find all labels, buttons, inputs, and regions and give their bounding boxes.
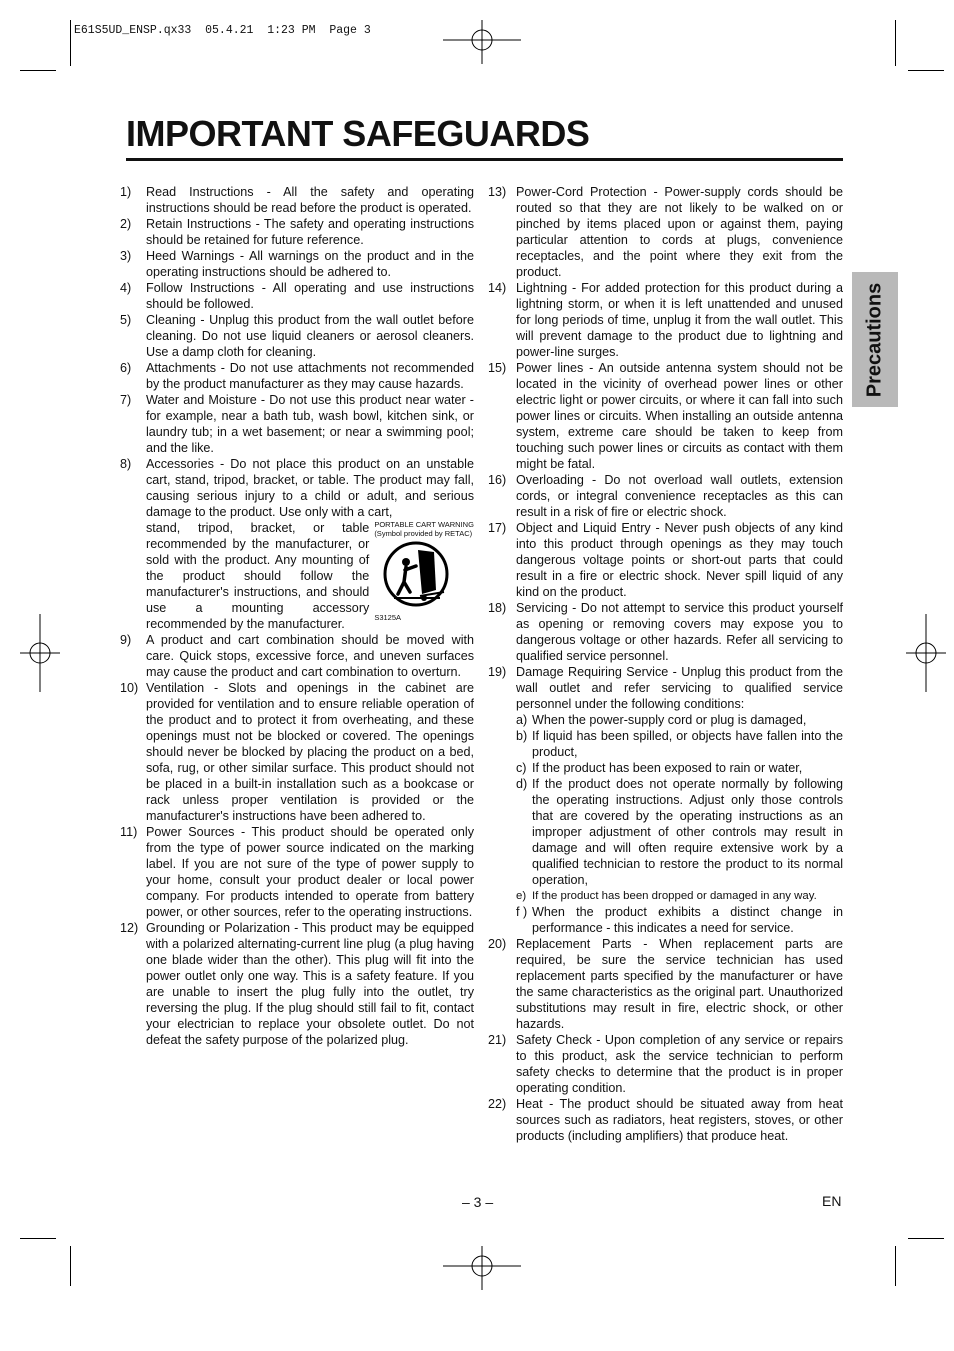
title-rule [126, 158, 843, 161]
crop-mark [70, 1246, 71, 1286]
list-item-damage: 19) Damage Requiring Service - Unplug this product from the wall outlet and refer servicing to qualified service personnel under the following conditions: a) When the power-supply cord or plug is damaged, b) If liquid has been spilled, or objects have fallen into the product, c) If the product has been exposed to rain or water, d) If the product does not operate normally by following the operating instructions. Adjust only those controls that are covered by the operating instructions as an improper adjustment of other controls may result in damage and will often require extensive work by a qualified technician to restore the product to its normal operation, e) If the product has been dropped or damaged in any way. f ) When the product exhibits a distinct change in performance - this indicates a need for service. [488, 665, 843, 935]
list-item: 13) Power-Cord Protection - Power-supply cords should be routed so that they are not likely to be walked on or pinched by items placed upon or against them, paying particular attention to cords at plugs, convenience receptacles, and the point where they exit from the product. [488, 185, 843, 279]
sub-item: c) If the product has been exposed to rain or water, [516, 761, 803, 775]
sub-item: f ) When the product exhibits a distinct change in performance - this indicates a need for service. [516, 905, 843, 935]
list-item: 21) Safety Check - Upon completion of any service or repairs to this product, ask the service technician to perform safety checks to determine that the product is in proper operating condition. [488, 1033, 843, 1095]
side-tab [852, 272, 898, 407]
crop-mark [20, 70, 56, 71]
registration-mark-icon [443, 20, 521, 64]
list-item: 3) Heed Warnings - All warnings on the product and in the operating instructions should be adhered to. [120, 249, 474, 279]
list-item: 6) Attachments - Do not use attachments not recommended by the product manufacturer as they may cause hazards. [120, 361, 474, 391]
right-column [488, 184, 843, 1144]
list-item: 10) Ventilation - Slots and openings in the cabinet are provided for ventilation and to ensure reliable operation of the product and to protect it from overheating, and these openings must not be blocked or covered. The openings should never be blocked by placing the product on a bed, sofa, rug, or other similar surface. This product should not be placed in a built-in installation such as a bookcase or rack unless proper ventilation is provided or the manufacturer's instructions have been adhered to. [120, 681, 474, 823]
page-title: IMPORTANT SAFEGUARDS [126, 113, 590, 154]
list-item: 2) Retain Instructions - The safety and operating instructions should be retained for future reference. [120, 217, 474, 247]
registration-mark-icon [906, 614, 946, 692]
list-item: 7) Water and Moisture - Do not use this product near water - for example, near a bath tub, wash bowl, kitchen sink, or laundry tub; in a wet basement; or near a swimming pool; and the like. [120, 393, 474, 455]
crop-mark [895, 1246, 896, 1286]
list-item: 15) Power lines - An outside antenna system should not be located in the vicinity of overhead power lines or other electric light or power circuits, or where it can fall into such power lines or circuits. When installing an outside antenna system, extreme care should be taken to keep from touching such power lines or circuits as contact with them might be fatal. [488, 361, 843, 471]
list-item: 18) Servicing - Do not attempt to service this product yourself as opening or removing covers may expose you to dangerous voltage or other hazards. Refer all servicing to qualified service personnel. [488, 601, 843, 663]
registration-mark-icon [20, 614, 60, 692]
list-item: 11) Power Sources - This product should be operated only from the type of power source indicated on the marking label. If you are not sure of the type of power supply to your home, consult your product dealer or local power company. For products intended to operate from battery power, or other sources, refer to the operating instructions. [120, 825, 474, 919]
list-item: 14) Lightning - For added protection for this product during a lightning storm, or when it is left unattended and unused for long periods of time, unplug it from the wall outlet. This will prevent damage to the product due to lightning and power-line surges. [488, 281, 843, 359]
list-item: 4) Follow Instructions - All operating and use instructions should be followed. [120, 281, 474, 311]
list-item: 1) Read Instructions - All the safety and operating instructions should be read before the product is operated. [120, 185, 474, 215]
page-number: – 3 – [462, 1194, 494, 1210]
list-item: 17) Object and Liquid Entry - Never push objects of any kind into this product through openings as they may touch dangerous voltage points or short-out parts that could result in a fire or electric shock. Never spill liquid of any kind on the product. [488, 521, 843, 599]
cart-warning-figure: PORTABLE CART WARNING (Symbol provided by RETAC) S3125A [374, 520, 474, 622]
list-item: 12) Grounding or Polarization - This product may be equipped with a polarized alternating-current line plug (a plug having one blade wider than the other). This plug will fit into the power outlet only one way. This is a safety feature. If you are unable to insert the plug fully into the outlet, try reversing the plug. If the plug should still fail to fit, contact your electrician to replace your obsolete outlet. Do not defeat the safety purpose of the polarized plug. [120, 921, 474, 1047]
list-item: 16) Overloading - Do not overload wall outlets, extension cords, or integral convenience receptacles as this can result in a risk of fire or electric shock. [488, 473, 843, 519]
list-item: 5) Cleaning - Unplug this product from the wall outlet before cleaning. Do not use liquid cleaners or aerosol cleaners. Use a damp cloth for cleaning. [120, 313, 474, 359]
sub-item: b) If liquid has been spilled, or objects have fallen into the product, [516, 729, 843, 759]
crop-mark [908, 70, 944, 71]
sub-item: e) If the product has been dropped or damaged in any way. [516, 890, 817, 902]
side-tab-label: Precautions [863, 282, 886, 397]
list-item-accessories: 8) Accessories - Do not place this product on an unstable cart, stand, tripod, bracket, or table. The product may fall, causing serious injury to a child or adult, and serious damage to the product. Use only with a cart, stand, tripod, bracket, or table recommended by the manufacturer, or sold with the product. Any mounting of the product should follow the manufacturer's instructions, and should use a mounting accessory recommended by the manufacturer. PORTABLE CART WARNING (Symbol provided by RETAC) S3125A [120, 457, 474, 631]
file-header: E61S5UD_ENSP.qx33 05.4.21 1:23 PM Page 3 [74, 24, 371, 37]
list-item: 20) Replacement Parts - When replacement parts are required, be sure the service technician has used replacement parts specified by the manufacturer or have the same characteristics as the original part. Unauthorized substitutions may result in fire, electric shock, or other hazards. [488, 937, 843, 1031]
crop-mark [908, 1238, 944, 1239]
list-item: 22) Heat - The product should be situated away from heat sources such as radiators, heat registers, stoves, or other products (including amplifiers) that produce heat. [488, 1097, 843, 1143]
crop-mark [895, 20, 896, 66]
crop-mark [70, 20, 71, 66]
list-item: 9) A product and cart combination should be moved with care. Quick stops, excessive force, and uneven surfaces may cause the product and cart combination to overturn. [120, 633, 474, 679]
left-column [120, 184, 474, 1048]
sub-item: d) If the product does not operate normally by following the operating instructions. Adjust only those controls that are covered by the operating instructions as an improper adjustment of other controls may result in damage and will often require extensive work by a qualified technician to restore the product to its normal operation, [516, 777, 843, 887]
registration-mark-icon [443, 1246, 521, 1290]
sub-item: a) When the power-supply cord or plug is damaged, [516, 713, 807, 727]
language-code: EN [822, 1193, 842, 1209]
cart-warning-icon [380, 540, 452, 608]
crop-mark [20, 1238, 56, 1239]
